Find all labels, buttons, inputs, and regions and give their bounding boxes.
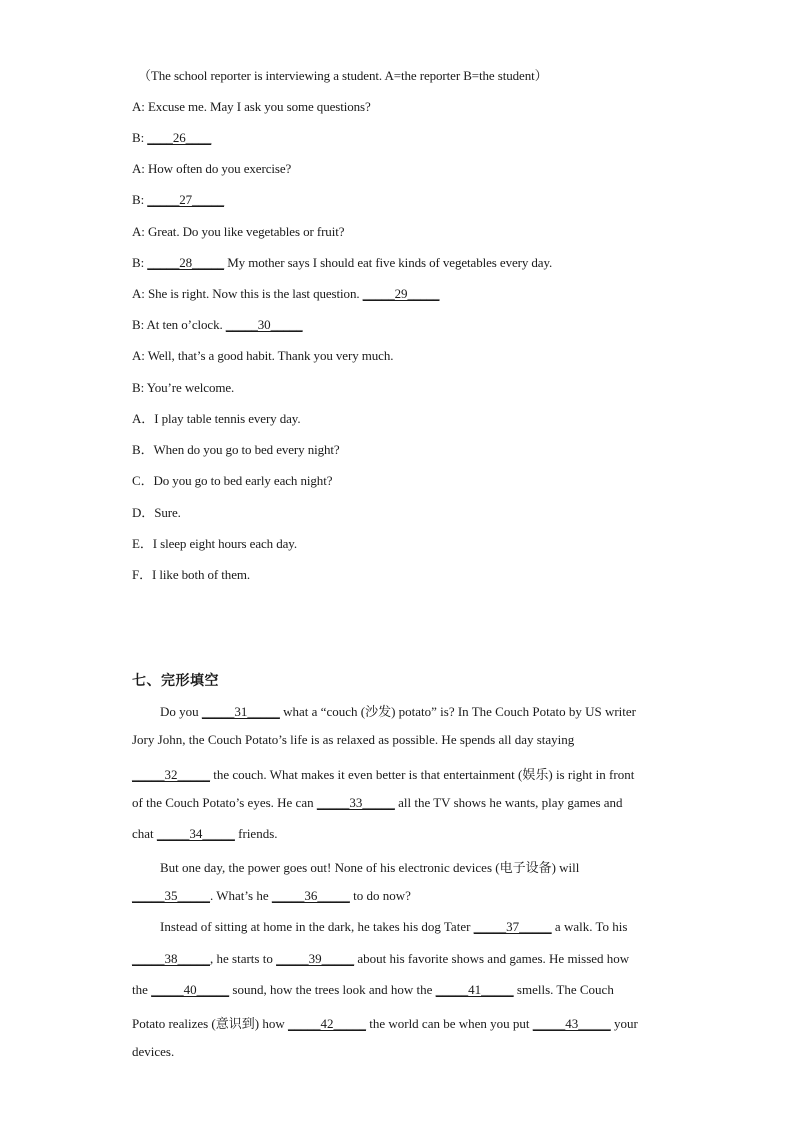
option-c: C．Do you go to bed early each night? [132,473,333,488]
cloze-text: devices. [132,1044,175,1059]
dialogue-line [132,347,393,365]
answer-blank-30[interactable]: _____30_____ [225,317,303,332]
cloze-text: smells. The Couch [513,982,614,997]
cloze-line [160,701,636,720]
answer-blank-38[interactable]: _____38_____ [132,951,210,966]
cloze-line [132,1013,638,1032]
dialogue-text: A: Well, that’s a good habit. Thank you very much. [132,348,394,363]
answer-blank-35[interactable]: _____35_____ [132,888,210,903]
answer-blank-42[interactable]: _____42_____ [287,1016,366,1031]
dialogue-text: B: [132,130,148,145]
cloze-text: what a “couch (沙发) potato” is? In The Couch Potato by US writer [279,704,636,719]
option-e: E．I sleep eight hours each day. [132,536,297,551]
dialogue-line [132,129,211,147]
dialogue-line [132,223,344,241]
dialogue-line [132,191,224,209]
cloze-line [160,919,627,935]
answer-blank-26[interactable]: ____26____ [147,130,212,145]
cloze-text: a walk. To his [551,919,628,934]
cloze-text: the couch. What makes it even better is that entertainment (娱乐) is right in front [210,767,635,782]
dialogue-line [132,98,371,116]
dialogue-text: B: You’re welcome. [132,380,235,395]
dialogue-text: A: How often do you exercise? [132,161,292,176]
cloze-line [160,857,579,876]
dialogue-line [132,160,291,178]
answer-blank-28[interactable]: _____28_____ [147,255,225,270]
answer-blank-36[interactable]: _____36_____ [271,888,350,903]
dialogue-text: B: [132,255,148,270]
dialogue-text: A: Excuse me. May I ask you some questions? [132,99,371,114]
dialogue-line [132,285,439,303]
cloze-text: Jory John, the Couch Potato’s life is as relaxed as possible. He spends all day staying [132,732,575,747]
cloze-text: Potato realizes (意识到) how [132,1016,288,1031]
cloze-text: , he starts to [210,951,277,966]
cloze-text: Do you [160,704,202,719]
cloze-line [132,764,634,783]
cloze-line [132,951,629,967]
cloze-line [132,888,411,904]
dialogue-text: A: Great. Do you like vegetables or fruit? [132,224,345,239]
dialogue-text: B: [132,192,148,207]
answer-blank-37[interactable]: _____37_____ [473,919,552,934]
cloze-text: . What’s he [210,888,272,903]
cloze-text: your [610,1016,638,1031]
cloze-text: of the Couch Potato’s eyes. He can [132,795,317,810]
cloze-line [132,1044,174,1060]
cloze-text: But one day, the power goes out! None of his electronic devices (电子设备) will [160,860,580,875]
dialogue-text: My mother says I should eat five kinds of vegetables every day. [224,255,553,270]
answer-blank-31[interactable]: _____31_____ [201,704,280,719]
dialogue-line [132,379,234,397]
answer-blank-39[interactable]: _____39_____ [276,951,355,966]
cloze-text: sound, how the trees look and how the [229,982,436,997]
answer-blank-41[interactable]: _____41_____ [435,982,514,997]
cloze-text: the [132,982,152,997]
cloze-text: Instead of sitting at home in the dark, he takes his dog Tater [160,919,474,934]
cloze-text: to do now? [349,888,411,903]
answer-blank-43[interactable]: _____43_____ [532,1016,611,1031]
dialogue-line [132,316,303,334]
cloze-text: chat [132,826,157,841]
cloze-text: friends. [234,826,278,841]
dialogue-line [132,254,552,272]
cloze-line [132,826,278,842]
cloze-line [132,732,574,748]
answer-blank-29[interactable]: _____29_____ [362,286,440,301]
cloze-text: all the TV shows he wants, play games and [394,795,623,810]
dialogue-text: B: At ten o’clock. [132,317,226,332]
section-heading: 七、完形填空 [132,673,219,689]
answer-blank-32[interactable]: _____32_____ [132,767,210,782]
dialogue-intro: （The school reporter is interviewing a student. A=the reporter B=the student） [138,68,548,83]
cloze-line [132,982,614,998]
cloze-line [132,795,623,811]
answer-blank-40[interactable]: _____40_____ [151,982,230,997]
option-f: F．I like both of them. [132,567,251,582]
option-a: A．I play table tennis every day. [132,411,301,426]
option-d: D．Sure. [132,505,181,520]
answer-blank-33[interactable]: _____33_____ [316,795,395,810]
option-b: B．When do you go to bed every night? [132,442,340,457]
dialogue-text: A: She is right. Now this is the last question. [132,286,363,301]
cloze-text: about his favorite shows and games. He missed how [354,951,630,966]
answer-blank-27[interactable]: _____27_____ [147,192,225,207]
cloze-text: the world can be when you put [365,1016,533,1031]
answer-blank-34[interactable]: _____34_____ [156,826,235,841]
